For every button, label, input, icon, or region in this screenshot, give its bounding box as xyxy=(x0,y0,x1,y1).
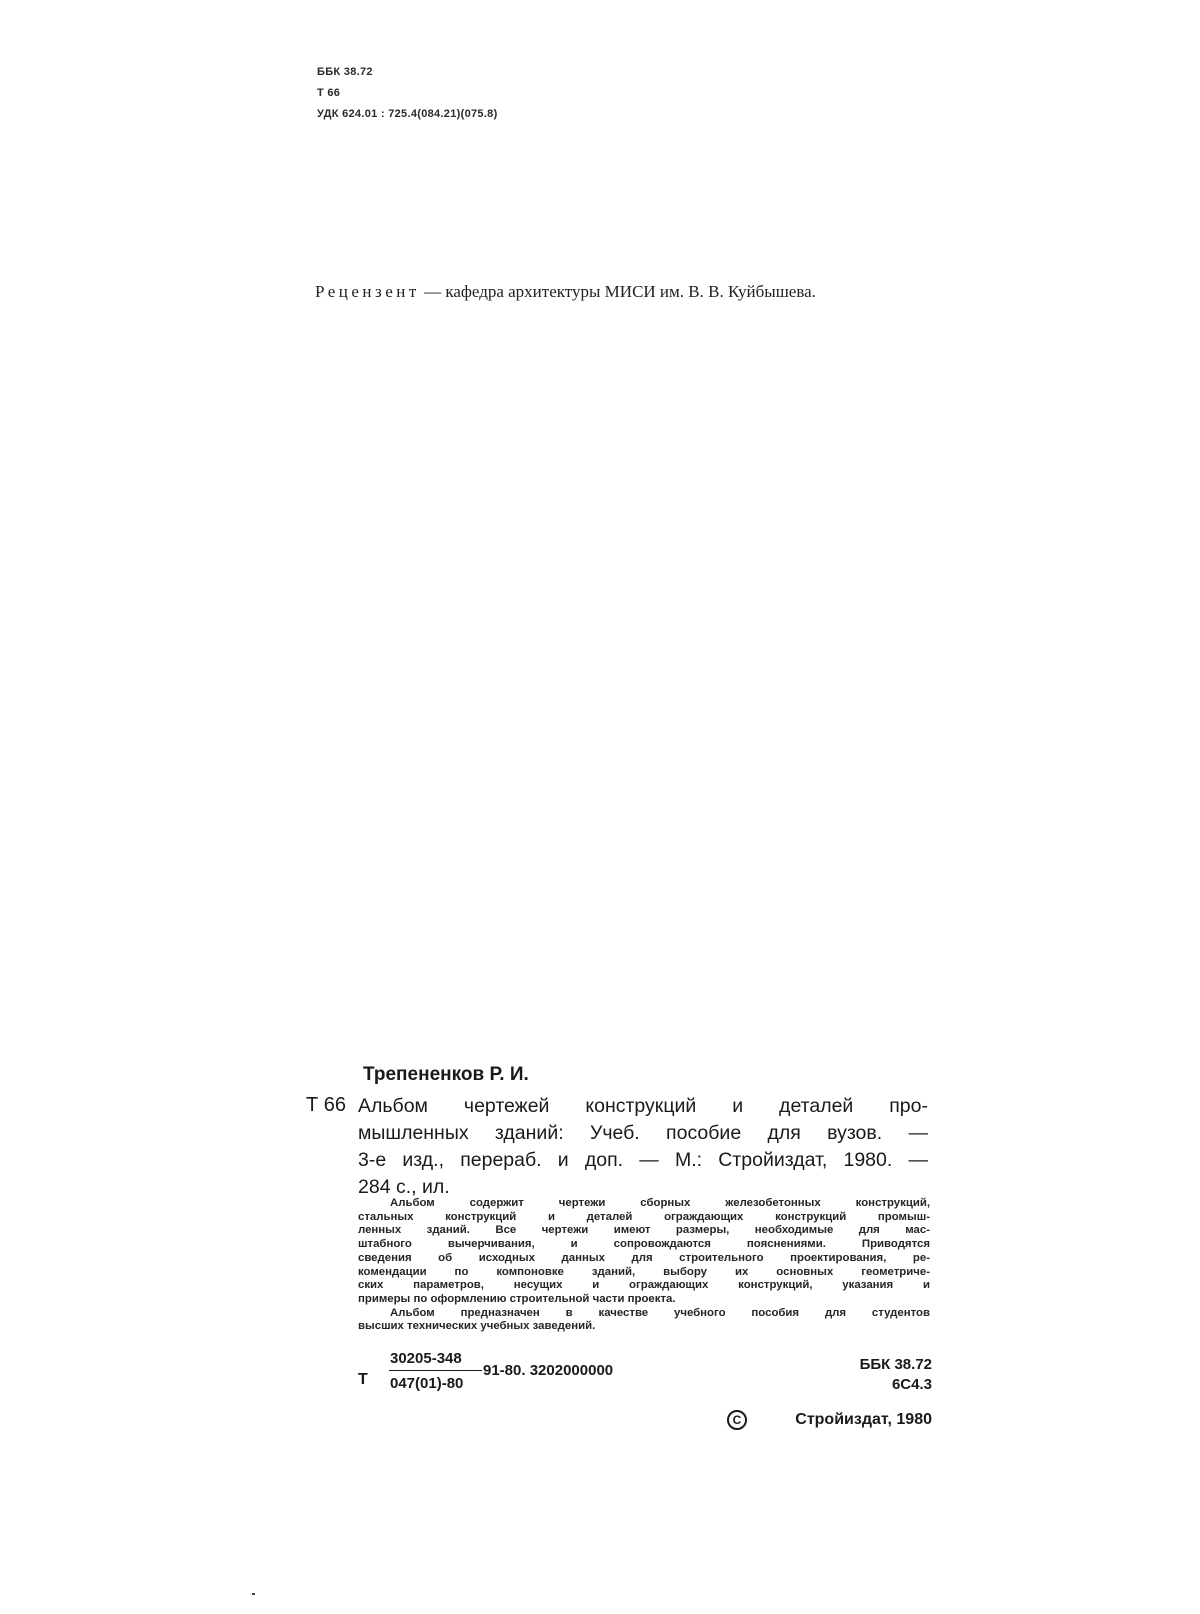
annotation-line: штабного вычерчивания, и сопровождаются пояснениями. Приводятся xyxy=(358,1238,930,1251)
scan-speck xyxy=(252,1593,255,1595)
copyright-icon: C xyxy=(727,1410,747,1430)
annotation-line: ских параметров, несущих и ограждающих конструкций, указания и xyxy=(358,1279,930,1292)
annotation-line: сведения об исходных данных для строительного проектирования, ре- xyxy=(358,1251,930,1264)
bbk-block xyxy=(820,1355,932,1395)
fraction-bar xyxy=(389,1370,482,1371)
catalog-code: Т 66 xyxy=(306,1094,347,1116)
title-line: мышленных зданий: Учеб. пособие для вузов. — xyxy=(358,1122,928,1144)
annotation-line: высших технических учебных заведений. xyxy=(358,1320,596,1333)
reviewer-label: Рецензент xyxy=(315,282,420,301)
formula-numerator: 30205-348 xyxy=(390,1350,462,1367)
title-line: Альбом чертежей конструкций и деталей про- xyxy=(358,1095,928,1117)
title-line: 284 с., ил. xyxy=(358,1176,450,1198)
book-index: Т 66 xyxy=(317,87,341,99)
bbk-code: ББК 38.72 xyxy=(317,66,373,78)
formula-tail: 91-80. 3202000000 xyxy=(483,1362,614,1379)
udk-code: УДК 624.01 : 725.4(084.21)(075.8) xyxy=(317,108,498,120)
copyright-line xyxy=(727,1410,932,1430)
annotation-line: примеры по оформлению строительной части проекта. xyxy=(358,1292,676,1305)
author-name: Трепененков Р. И. xyxy=(363,1064,529,1085)
formula-denominator: 047(01)-80 xyxy=(390,1375,464,1392)
annotation-line: комендации по компоновке зданий, выбору их основных геометриче- xyxy=(358,1265,930,1278)
bbk-main: ББК 38.72 xyxy=(859,1356,932,1373)
title-line: 3-е изд., перераб. и доп. — М.: Стройиздат, 1980. — xyxy=(358,1149,928,1171)
title-block xyxy=(358,1093,928,1201)
formula-letter: Т xyxy=(358,1371,368,1388)
annotation-line: ленных зданий. Все чертежи имеют размеры, необходимые для мас- xyxy=(358,1224,930,1237)
bbk-sub: 6С4.3 xyxy=(891,1376,932,1393)
reviewer-line xyxy=(315,282,816,302)
annotation-line: стальных конструкций и деталей ограждающих конструкций промыш- xyxy=(358,1210,930,1223)
copyright-text: Стройиздат, 1980 xyxy=(795,1411,932,1428)
annotation-line: Альбом предназначен в качестве учебного пособия для студентов xyxy=(390,1306,930,1319)
reviewer-text: — кафедра архитектуры МИСИ им. В. В. Куйбышева. xyxy=(419,282,816,301)
annotation-line: Альбом содержит чертежи сборных железобетонных конструкций, xyxy=(390,1197,930,1209)
annotation xyxy=(358,1197,930,1334)
